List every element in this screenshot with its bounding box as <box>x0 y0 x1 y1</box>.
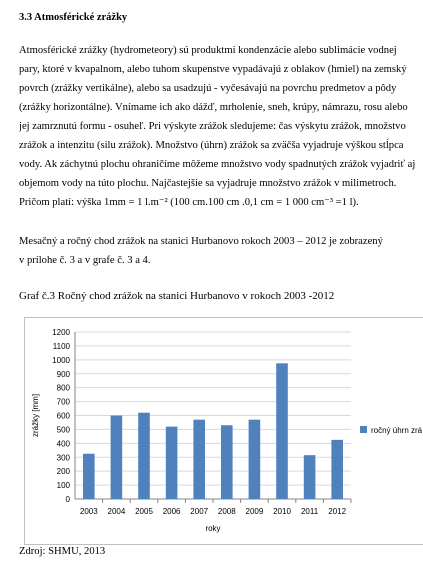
bar <box>276 363 288 499</box>
bar <box>193 420 205 499</box>
bar <box>83 454 95 499</box>
chart-caption: Graf č.3 Ročný chod zrážok na stanici Hurbanovo v rokoch 2003 -2012 <box>19 290 335 302</box>
y-axis-title: zrážky [mm] <box>31 393 40 438</box>
paragraph-line: jej zamrznutú formu - osuheľ. Pri výskyte zrážok sledujeme: čas výskytu zrážok, množstvo <box>19 121 406 132</box>
x-tick-label: 2003 <box>79 507 98 516</box>
bar <box>111 416 123 500</box>
y-tick-label: 900 <box>56 369 70 379</box>
paragraph-line: Atmosférické zrážky (hydrometeory) sú produktmi kondenzácie alebo sublimácie vodnej <box>19 45 397 56</box>
chart-frame <box>24 317 423 545</box>
bar <box>221 425 233 499</box>
paragraph-line: v prílohe č. 3 a v grafe č. 3 a 4. <box>19 255 151 266</box>
y-tick-label: 1100 <box>52 341 70 351</box>
paragraph-line: vody. Ak záchytnú plochu ohraničíme môžeme množstvo vody spadnutých zrážok vyjadriť aj <box>19 159 416 170</box>
paragraph-line: povrch (zrážky vertikálne), alebo sa usadzujú - vyčesávajú na povrchu predmetov a pôdy <box>19 83 397 94</box>
y-tick-label: 400 <box>56 439 70 449</box>
bar <box>249 420 261 499</box>
y-tick-label: 500 <box>56 425 70 435</box>
paragraph-line: Pričom platí: výška 1mm = 1 l.m⁻² (100 cm.100 cm .0,1 cm = 1 000 cm⁻³ =1 l). <box>19 197 359 208</box>
paragraph-line: pary, ktoré v kvapalnom, alebo tuhom skupenstve vypadávajú z oblakov (hmiel) na zemský <box>19 64 407 75</box>
y-tick-label: 0 <box>65 495 70 504</box>
y-tick-label: 1200 <box>52 328 70 337</box>
paragraph-line: zrážok a intenzitu (silu zrážok). Množstvo (úhrn) zrážok sa zväčša vyjadruje výškou stĺpca <box>19 140 404 151</box>
x-tick-label: 2010 <box>273 507 291 516</box>
y-tick-label: 800 <box>56 383 70 393</box>
x-tick-label: 2007 <box>190 507 209 516</box>
bar-chart <box>25 318 423 545</box>
x-tick-label: 2006 <box>162 507 181 516</box>
bar <box>331 440 343 499</box>
paragraph-line: objemom vody na túto plochu. Najčastejšie sa vyjadruje množstvo zrážok v milimetroch. <box>19 178 397 189</box>
x-tick-label: 2008 <box>217 507 236 516</box>
bar <box>166 427 178 499</box>
y-tick-label: 1000 <box>52 355 70 365</box>
y-tick-label: 600 <box>56 411 70 421</box>
x-axis-title: roky <box>205 524 221 533</box>
y-tick-label: 100 <box>56 481 70 491</box>
x-tick-label: 2005 <box>135 507 153 516</box>
x-tick-label: 2004 <box>107 507 126 516</box>
bar <box>138 413 150 499</box>
legend-swatch <box>360 426 367 433</box>
x-tick-label: 2009 <box>245 507 264 516</box>
y-tick-label: 300 <box>56 453 70 463</box>
legend-label: ročný úhrn zrá <box>371 426 423 435</box>
paragraph-definition <box>19 41 423 212</box>
x-tick-label: 2011 <box>300 507 319 516</box>
y-tick-label: 700 <box>56 397 70 407</box>
y-tick-label: 200 <box>56 467 70 477</box>
paragraph-line: Mesačný a ročný chod zrážok na stanici Hurbanovo rokoch 2003 – 2012 je zobrazený <box>19 236 383 247</box>
x-tick-label: 2012 <box>328 507 347 516</box>
paragraph-reference <box>19 232 423 270</box>
source-note: Zdroj: SHMU, 2013 <box>19 546 106 557</box>
bar <box>304 455 316 499</box>
paragraph-line: (zrážky horizontálne). Vnímame ich ako dážď, mrholenie, sneh, krúpy, námrazu, rosu alebo <box>19 102 408 113</box>
section-heading: 3.3 Atmosférické zrážky <box>19 12 128 23</box>
